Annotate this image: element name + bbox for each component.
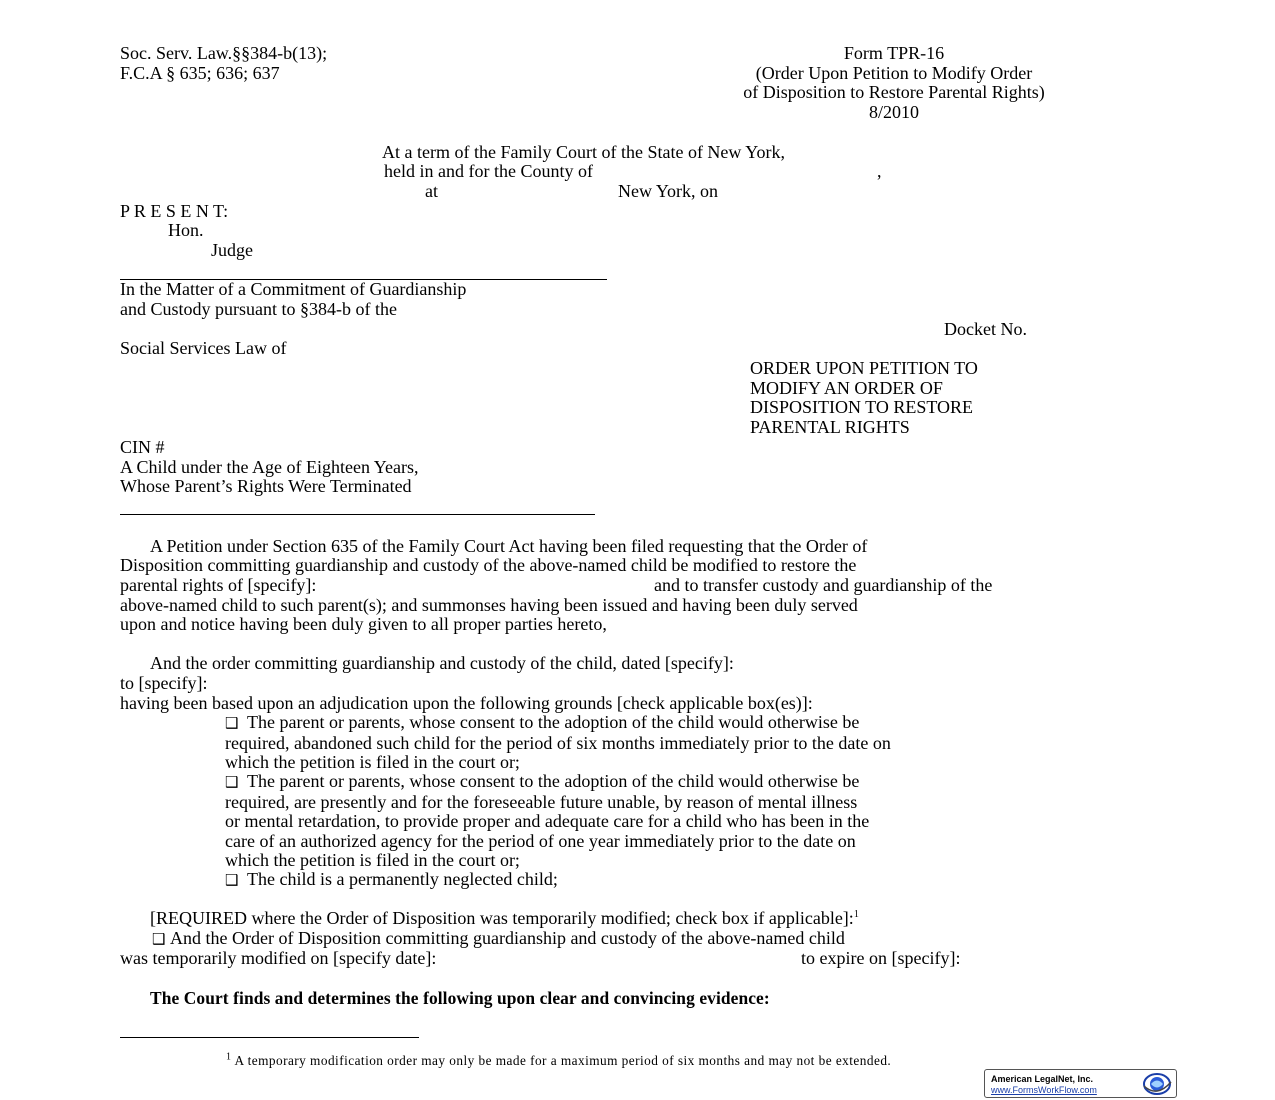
- ground-abandonment: ❑ The parent or parents, whose consent to the adoption of the child would otherwise be required, abandoned such child for the period of six months immediately prior to the date on which the petition is filed in the court or;: [225, 712, 891, 773]
- form-date: 8/2010: [868, 101, 919, 122]
- order-to-line: to [specify]:: [120, 673, 208, 693]
- american-legalnet-badge[interactable]: [984, 1069, 1177, 1098]
- ssl-label: Social Services Law of: [120, 338, 287, 358]
- order-dated-line: And the order committing guardianship and custody of the child, dated [specify]:: [150, 653, 734, 673]
- petition-line-3b: and to transfer custody and guardianship of the: [654, 575, 993, 595]
- footnote: $^1$ A temporary modification order may only be made for a maximum period of six months and may not be extended.: [226, 1051, 892, 1068]
- abandonment-checkbox[interactable]: ❑: [225, 714, 239, 732]
- at-label: at: [425, 181, 438, 201]
- order-title: ORDER UPON PETITION TO MODIFY AN ORDER OF DISPOSITION TO RESTORE PARENTAL RIGHTS: [750, 358, 978, 437]
- company-name: American LegalNet, Inc.: [991, 1074, 1094, 1084]
- grounds-line: having been based upon an adjudication upon the following grounds [check applicable box(es)]:: [120, 693, 813, 713]
- petition-line-5: upon and notice having been duly given to all proper parties hereto,: [120, 614, 607, 634]
- petition-line-1: A Petition under Section 635 of the Family Court Act having been filed requesting that the Order of: [150, 536, 868, 556]
- caption-bottom-rule: [120, 514, 595, 515]
- court-finding-heading: The Court finds and determines the following upon clear and convincing evidence:: [150, 988, 770, 1008]
- present-label: P R E S E N T:: [120, 201, 229, 221]
- hon-label: Hon.: [168, 220, 204, 240]
- temp-modified-checkbox[interactable]: ❑: [152, 930, 166, 948]
- county-comma: ,: [877, 161, 882, 181]
- petition-line-2: Disposition committing guardianship and custody of the above-named child be modified to restore the: [120, 555, 857, 575]
- ground-permanent-neglect: ❑ The child is a permanently neglected child;: [225, 869, 558, 889]
- form-header: Form TPR-16 (Order Upon Petition to Modify Order of Disposition to Restore Parental Rights) 8/2010: [664, 44, 1124, 122]
- footnote-rule: [120, 1037, 419, 1038]
- footnote-reference: 1: [853, 909, 859, 920]
- new-york-on: New York, on: [618, 181, 719, 201]
- petition-line-4: above-named child to such parent(s); and summonses having been issued and having been duly served: [120, 595, 858, 615]
- child-caption: CIN # A Child under the Age of Eighteen Years, Whose Parent’s Rights Were Terminated: [120, 437, 419, 497]
- forms-workflow-link[interactable]: www.FormsWorkFlow.com: [991, 1085, 1097, 1095]
- statute-citation: Soc. Serv. Law.§§384-b(13); F.C.A § 635; 636; 637: [120, 43, 328, 83]
- docket-number-label: Docket No.: [944, 319, 1027, 339]
- expire-on-label: to expire on [specify]:: [801, 948, 961, 968]
- matter-caption: In the Matter of a Commitment of Guardianship and Custody pursuant to §384-b of the: [120, 279, 467, 319]
- mental-illness-checkbox[interactable]: ❑: [225, 773, 239, 791]
- cin-label: CIN #: [120, 437, 165, 457]
- temp-modified-line-1: ❑ And the Order of Disposition committing guardianship and custody of the above-named child: [152, 928, 845, 948]
- judge-label: Judge: [211, 240, 253, 260]
- form-number: Form TPR-16: [843, 43, 945, 63]
- county-line: held in and for the County of: [384, 161, 593, 181]
- permanent-neglect-checkbox[interactable]: ❑: [225, 871, 239, 889]
- globe-logo-icon: [1138, 1072, 1172, 1096]
- ground-mental-illness: ❑ The parent or parents, whose consent to the adoption of the child would otherwise be required, are presently and for the foreseeable future unable, by reason of mental illness or mental retardation, to provide proper and adequate care for a child who has been in the care of an authorized agency for the period of one year immediately prior to the date on which the petition is filed in the court or;: [225, 771, 870, 871]
- petition-line-3: parental rights of [specify]:: [120, 575, 317, 595]
- temp-modified-line-2: was temporarily modified on [specify date]:: [120, 948, 437, 968]
- court-term-line: At a term of the Family Court of the State of New York,: [382, 142, 785, 162]
- required-note: [REQUIRED where the Order of Disposition was temporarily modified; check box if applicable]:$^1$: [150, 908, 859, 928]
